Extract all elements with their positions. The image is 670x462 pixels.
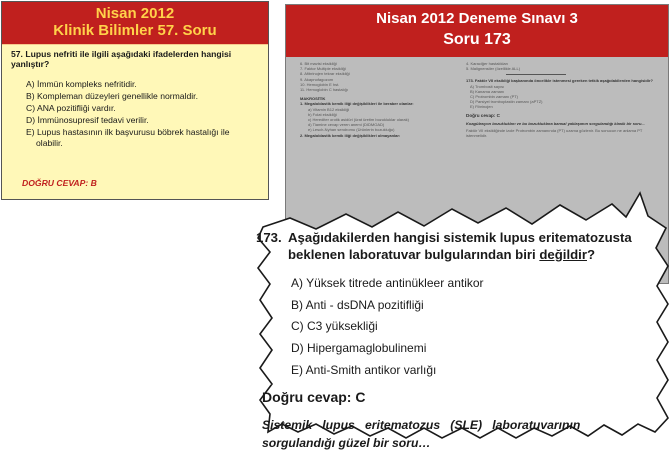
slide-line: 1. Megaloblastik kemik iliği değişiklikleri ile beraber olanlar:	[300, 101, 414, 107]
bubble-option-a: A) Yüksek titrede antinükleer antikor	[291, 276, 484, 290]
slide-note: Faktör VII eksikliğinde izole Protrombin zamanında (PT) uzama gözlenir. Bu sonucun ne anlama PT istenmelidir.	[466, 128, 643, 139]
bubble-comment-line2: sorgulandığı güzel bir soru…	[262, 436, 431, 450]
bubble-question-number: 173.	[256, 230, 282, 245]
left-question-text: Lupus nefriti ile ilgili aşağıdaki ifadelerden hangisi yanlıştır?	[11, 49, 232, 69]
left-card-title: Nisan 2012	[95, 5, 175, 22]
left-correct-answer: DOĞRU CEVAP: B	[22, 178, 97, 188]
slide-line: 8. Afibrinojen tekrar eksikliği	[300, 71, 350, 77]
left-question-number: 57.	[11, 49, 23, 59]
slide-line: a) Vitamin B12 eksikliği	[308, 106, 350, 112]
question-line2-suffix: ?	[586, 247, 596, 262]
slide-title: Nisan 2012 Deneme Sınavı 3	[376, 10, 578, 27]
bubble-question-line2	[288, 247, 595, 262]
slide-line: 5. Malignensiler (özellikle ALL)	[466, 66, 521, 72]
slide-line: e) Lesch-Nyhan sendromu (Ürünlerin bozukluğu)	[308, 127, 395, 133]
slide-line: B) Kanama zamanı	[470, 88, 505, 94]
slide-comment: Koagülasyon bozuklukları ve bu bozukluklara bansal yaklaşımın sorgulandığı klasik bir soru...	[466, 120, 645, 126]
slide-line: 9. Akapnofagozom	[300, 76, 334, 82]
bubble-option-c: C) C3 yüksekliği	[291, 319, 378, 333]
left-option-d: D) İmmünosupresif tedavi verilir.	[26, 115, 149, 125]
slide-line: 6. Bit mavisi eksikliği	[300, 61, 337, 66]
slide-answer: Doğru cevap: C	[466, 112, 500, 118]
slide-line: 11. Hemoglobin C hastalığı	[300, 87, 348, 93]
slide-subtitle: Soru 173	[443, 31, 511, 48]
slide-line: 2. Megaloblastik kemik iliği değişiklikleri olmayanlar:	[300, 132, 401, 138]
slide-line: 4. Karaciğer hastalıkları	[466, 61, 509, 66]
question-emphasis: değildir	[539, 247, 587, 262]
bubble-question-line1: Aşağıdakilerden hangisi sistemik lupus eritematozusta	[288, 230, 632, 245]
left-card-subtitle: Klinik Bilimler 57. Soru	[53, 22, 217, 39]
left-option-e: E) Lupus hastasının ilk başvurusu böbrek hastalığı ile olabilir.	[26, 127, 230, 148]
bubble-option-b: B) Anti - dsDNA pozitifliği	[291, 298, 424, 312]
slide-line: 10. Hemoglobin E hst.	[300, 81, 340, 87]
question-line2-prefix: beklenen laboratuvar bulgularından biri	[288, 247, 540, 262]
bubble-option-d: D) Hipergamaglobulinemi	[291, 341, 427, 355]
slide-line: 7. Faktor Multiple eksikliği	[300, 66, 346, 72]
slide-line: b) Folat eksikliği	[308, 111, 337, 117]
slide-heading: MAKROSİTİK	[300, 96, 326, 102]
slide-line: C) Protrombin zamanı (PT)	[470, 94, 519, 100]
bubble-option-e: E) Anti-Smith antikor varlığı	[291, 363, 437, 377]
slide-line: D) Parsiyel tromboplastin zamanı (aPTZ)	[470, 99, 543, 105]
left-option-a: A) İmmün kompleks nefritidir.	[26, 79, 137, 89]
left-option-c: C) ANA pozitifliği vardır.	[26, 103, 116, 113]
slide-line: c) Herediter orotik asidüri (ürat üretim bozukluklar olarak)	[308, 117, 409, 123]
slide-line: A) Trombosit sayısı	[470, 83, 505, 89]
bubble-correct-answer: Doğru cevap: C	[262, 389, 366, 405]
slide-question: 173. Faktör VII eksikliği başkanında öncelikle istenmesi gereken tetkik aşağıdakilerden hangisidir?	[466, 78, 653, 84]
bubble-comment-line1: Sistemik lupus eritematozus (SLE) laboratuvarının	[262, 418, 581, 432]
slide-line: d) Tiamine cevap veren anemi (DIDMOAD)	[308, 122, 385, 128]
slide-line: E) Fibrinojen	[470, 104, 493, 110]
left-option-b: B) Kompleman düzeyleri genellikle normaldir.	[26, 91, 198, 101]
